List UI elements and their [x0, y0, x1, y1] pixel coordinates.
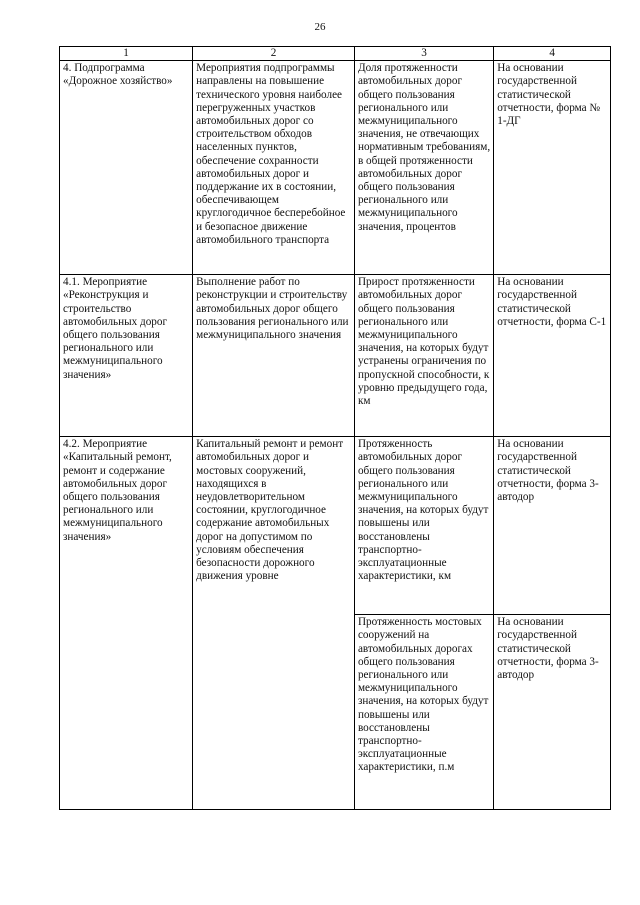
description-cell — [193, 61, 355, 275]
column-number-2: 2 — [193, 47, 355, 61]
column-number-3: 3 — [354, 47, 493, 61]
column-number-4: 4 — [494, 47, 611, 61]
subprogram-name-cell — [60, 61, 193, 275]
source-text: На основании государственной статистической отчетности, форма С-1 — [497, 276, 607, 328]
indicator-text: Протяженность мостовых сооружений на автомобильных дорогах общего пользования регионального или межмуниципального значения, на которых будут повышены или восстановлены транспортно-эксплуатационные характеристики, п.м — [357, 616, 489, 774]
source-text: На основании государственной статистической отчетности, форма 3-автодор — [497, 616, 599, 682]
table-row — [60, 61, 611, 275]
description-text: Выполнение работ по реконструкции и строительству автомобильных дорог общего пользования регионального или межмуниципального значения — [196, 276, 349, 342]
page-number: 26 — [314, 21, 326, 33]
source-text: На основании государственной статистической отчетности, форма 3-автодор — [497, 438, 599, 504]
indicator-cell — [354, 615, 493, 810]
header-row — [60, 47, 611, 61]
measure-name-cell — [60, 437, 193, 810]
source-cell — [494, 615, 611, 810]
measure-name-cell — [60, 275, 193, 437]
source-text: На основании государственной статистической отчетности, форма № 1-ДГ — [497, 62, 601, 128]
column-number-1: 1 — [60, 47, 193, 61]
table-row — [60, 437, 611, 615]
table-row — [60, 275, 611, 437]
measure-name: 4.1. Мероприятие «Реконструкция и строительство автомобильных дорог общего пользования регионального или межмуниципального значения» — [63, 276, 168, 381]
indicators-table — [59, 46, 611, 810]
indicator-text: Доля протяженности автомобильных дорог общего пользования регионального или межмуниципального значения, не отвечающих нормативным требованиям, в общей протяженности автомобильных дорог общего пользования регионального или межмуниципального значения, процентов — [357, 62, 491, 233]
indicator-text: Протяженность автомобильных дорог общего пользования регионального или межмуниципального значения, на которых будут повышены или восстановлены транспортно-эксплуатационные характеристики, км — [357, 438, 489, 583]
description-text: Капитальный ремонт и ремонт автомобильных дорог и мостовых сооружений, находящихся в неудовлетворительном состоянии, круглогодичное содержание автомобильных дорог на допустимом по условиям обеспечения безопасности дорожного движения уровне — [196, 438, 344, 583]
source-cell — [494, 275, 611, 437]
subprogram-name: 4. Подпрограмма «Дорожное хозяйство» — [63, 62, 173, 88]
description-text: Мероприятия подпрограммы направлены на повышение технического уровня наиболее перегруженных участков автомобильных дорог со строительством обходов населенных пунктов, обеспечение сохранности автомобильных дорог и поддержание их в состоянии, обеспечивающем круглогодичное бесперебойное и безопасное движение автомобильного транспорта — [196, 62, 346, 246]
description-cell — [193, 437, 355, 810]
source-cell — [494, 61, 611, 275]
indicator-cell — [354, 275, 493, 437]
description-cell — [193, 275, 355, 437]
source-cell — [494, 437, 611, 615]
indicator-cell — [354, 437, 493, 615]
measure-name: 4.2. Мероприятие «Капитальный ремонт, ремонт и содержание автомобильных дорог общего пользования регионального или межмуниципального значения» — [63, 438, 172, 543]
indicator-text: Прирост протяженности автомобильных дорог общего пользования регионального или межмуниципального значения, на которых будут устранены ограничения по пропускной способности, к уровню предыдущего года, км — [357, 276, 490, 408]
indicator-cell — [354, 61, 493, 275]
